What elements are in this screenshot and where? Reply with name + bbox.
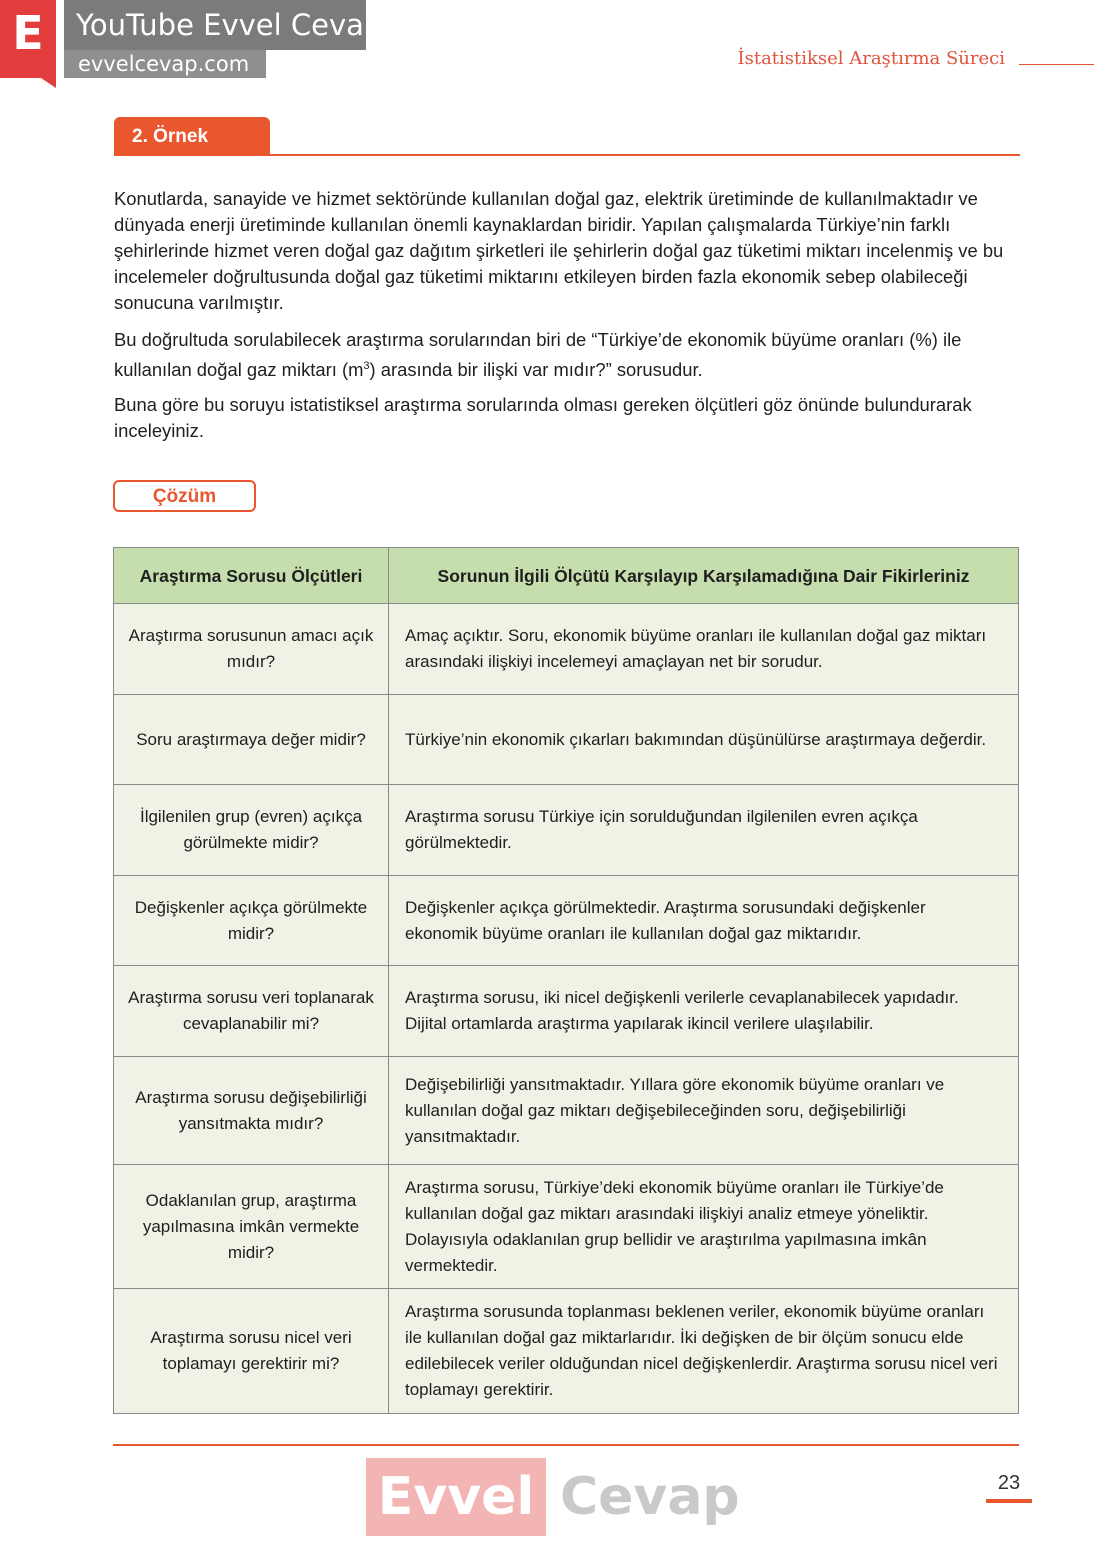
example-divider (114, 154, 1020, 156)
solution-label: Çözüm (113, 480, 256, 512)
table-row (114, 695, 1019, 785)
table-row (114, 966, 1019, 1057)
criterion-cell: Değişkenler açıkça görülmekte midir? (114, 876, 389, 966)
page-number: 23 (997, 1472, 1021, 1494)
table-row (114, 785, 1019, 876)
criterion-cell: Araştırma sorusu veri toplanarak cevaplanabilir mi? (114, 966, 389, 1057)
question-text-start: Bu doğrultuda sorulabilecek araştırma sorularından biri de “Türkiye’de ekonomik büyüme oranları (%) ile kullanılan doğal gaz miktarı (m (114, 329, 962, 381)
brand-youtube-label: YouTube Evvel Cevap (64, 0, 366, 50)
example-label: 2. Örnek (114, 117, 270, 155)
brand-logo-letter: E (0, 0, 56, 78)
page-number-underline (986, 1499, 1032, 1503)
table-header-row (114, 548, 1019, 604)
criterion-cell: İlgilenilen grup (evren) açıkça görülmekte midir? (114, 785, 389, 876)
answer-cell: Araştırma sorusu, iki nicel değişkenli verilerle cevaplanabilecek yapıdadır. Dijital ortamlarda araştırma yapılarak ikincil verilere ulaşılabilir. (389, 966, 1019, 1057)
header-divider (1019, 64, 1094, 65)
table-row (114, 876, 1019, 966)
criterion-cell: Soru araştırmaya değer midir? (114, 695, 389, 785)
question-text-end: ) arasında bir ilişki var mıdır?” sorusudur. (369, 359, 703, 381)
column-header-criteria: Araştırma Sorusu Ölçütleri (114, 548, 389, 604)
footer-divider (113, 1444, 1019, 1446)
brand-website-label: evvelcevap.com (64, 50, 266, 78)
footer-logo-evvel: Evvel (366, 1458, 546, 1536)
criterion-cell: Araştırma sorusunun amacı açık mıdır? (114, 604, 389, 695)
table-row (114, 1289, 1019, 1414)
table-row (114, 1165, 1019, 1289)
answer-cell: Araştırma sorusu Türkiye için sorulduğundan ilgilenilen evren açıkça görülmektedir. (389, 785, 1019, 876)
example-paragraph-intro: Konutlarda, sanayide ve hizmet sektöründe kullanılan doğal gaz, elektrik üretiminde de kullanılmaktadır ve dünyada enerji üretiminde kullanılan önemli kaynaklardan biridir. Yapılan çalışmalarda Türkiye’nin farklı şehirlerinde hizmet veren doğal gaz dağıtım şirketleri ile şehirlerin doğal gaz tüketimi miktarı incelenmiş ve bu incelemeler doğrultusunda doğal gaz tüketimi miktarını etkileyen birden fazla ekonomik sebep olabileceği sonucuna varılmıştır. (114, 188, 1004, 313)
question-superscript: 3 (363, 360, 370, 372)
answer-cell: Araştırma sorusunda toplanması beklenen veriler, ekonomik büyüme oranları ile kullanılan doğal gaz miktarlarıdır. İki değişken de bir ölçüm sonucu elde edilebilecek veriler olduğundan nicel değişkenlerdir. Araştırma sorusu nicel veri toplamayı gerektirir. (389, 1289, 1019, 1414)
column-header-opinions: Sorunun İlgili Ölçütü Karşılayıp Karşılamadığına Dair Fikirleriniz (389, 548, 1019, 604)
table-row (114, 1057, 1019, 1165)
running-header-title: İstatistiksel Araştırma Süreci (737, 48, 1005, 69)
criteria-table (113, 547, 1019, 1414)
criterion-cell: Odaklanılan grup, araştırma yapılmasına imkân vermekte midir? (114, 1165, 389, 1289)
answer-cell: Türkiye’nin ekonomik çıkarları bakımından düşünülürse araştırmaya değerdir. (389, 695, 1019, 785)
criterion-cell: Araştırma sorusu değişebilirliği yansıtmakta mıdır? (114, 1057, 389, 1165)
table-row (114, 604, 1019, 695)
answer-cell: Amaç açıktır. Soru, ekonomik büyüme oranları ile kullanılan doğal gaz miktarı arasındaki ilişkiyi incelemeyi amaçlayan net bir sorudur. (389, 604, 1019, 695)
example-paragraph-task: Buna göre bu soruyu istatistiksel araştırma sorularında olması gereken ölçütleri göz önünde bulundurarak inceleyiniz. (114, 394, 972, 441)
answer-cell: Değişebilirliği yansıtmaktadır. Yıllara göre ekonomik büyüme oranları ve kullanılan doğal gaz miktarı değişebileceğinden soru, değişebilirliği yansıtmaktadır. (389, 1057, 1019, 1165)
criterion-cell: Araştırma sorusu nicel veri toplamayı gerektirir mi? (114, 1289, 389, 1414)
footer-logo-cevap: Cevap (560, 1467, 740, 1527)
answer-cell: Araştırma sorusu, Türkiye’deki ekonomik büyüme oranları ile Türkiye’de kullanılan doğal gaz miktarı arasındaki ilişkiyi analiz etmeye yöneliktir. Dolayısıyla odaklanılan grup bellidir ve araştırılma yapılmasına imkân vermektedir. (389, 1165, 1019, 1289)
example-paragraph-question (114, 327, 1024, 383)
answer-cell: Değişkenler açıkça görülmektedir. Araştırma sorusundaki değişkenler ekonomik büyüme oranları ile kullanılan doğal gaz miktarıdır. (389, 876, 1019, 966)
